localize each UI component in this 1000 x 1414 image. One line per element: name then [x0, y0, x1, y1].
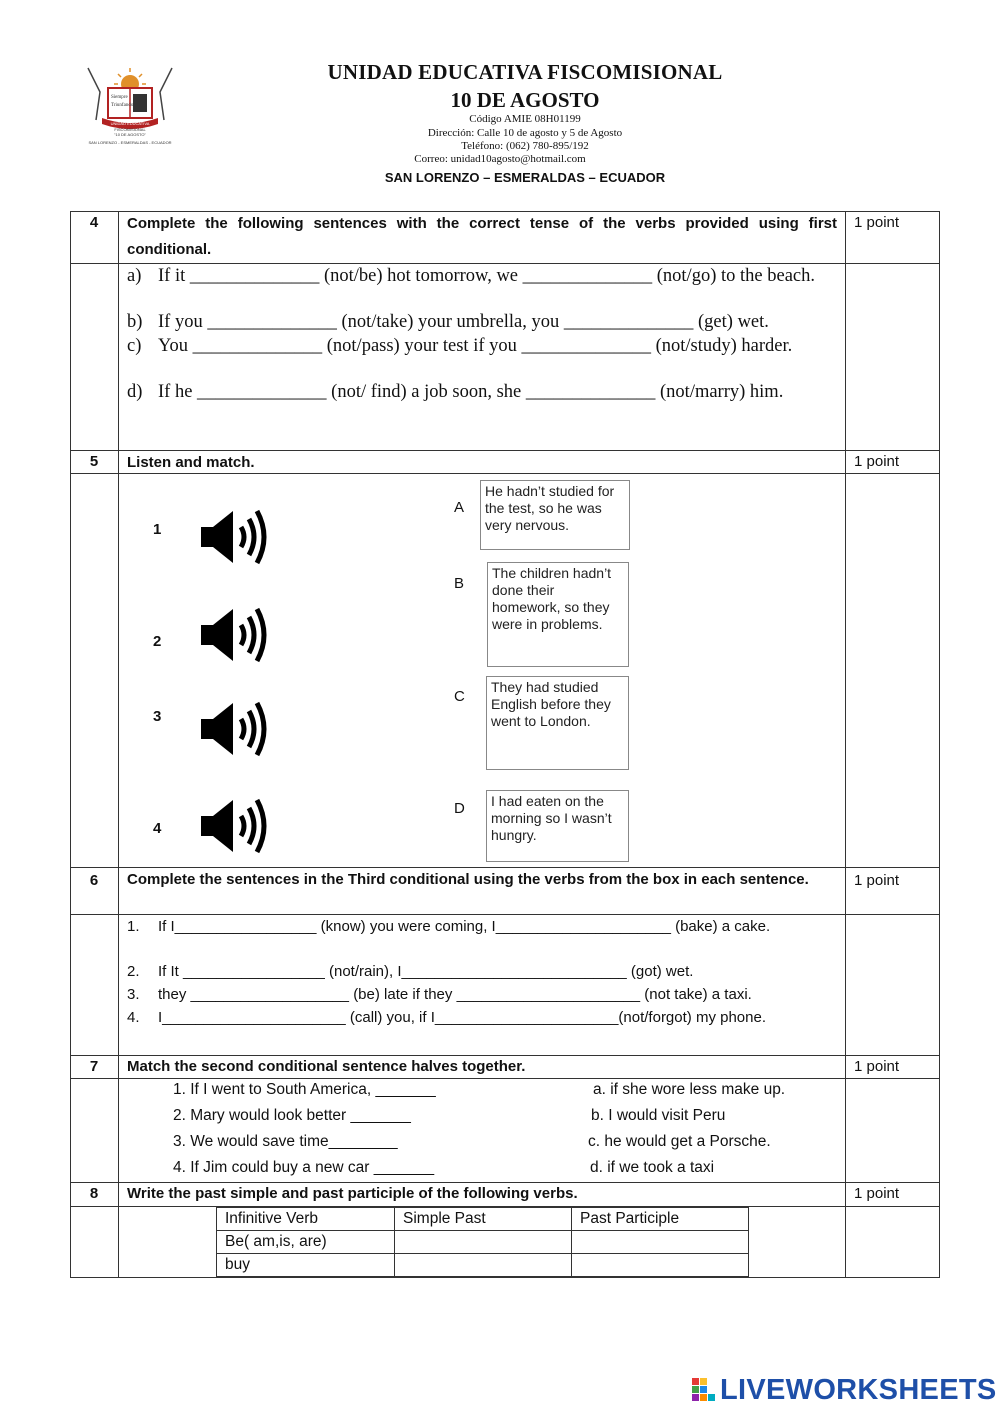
- option-box: The children hadn’t done their homework, so they were in problems.: [487, 562, 629, 667]
- question-points: 1 point: [854, 453, 900, 470]
- table-header-row: [217, 1208, 749, 1231]
- item-text: they ___________________ (be) late if they ______________________ (not take) a taxi.: [158, 986, 752, 1003]
- match-right-item: d. if we took a taxi: [590, 1159, 715, 1176]
- question-points: 1 point: [854, 1058, 900, 1075]
- logo-name-2: FISCOMISIONAL: [114, 127, 146, 132]
- school-address: Dirección: Calle 10 de agosto y 5 de Agosto: [427, 127, 623, 139]
- speaker-icon[interactable]: [199, 699, 271, 759]
- option-letter: D: [454, 800, 465, 817]
- logo-motto-2: Triunfando: [111, 103, 134, 108]
- match-right-item: b. I would visit Peru: [591, 1107, 726, 1124]
- item-label: 2.: [127, 963, 140, 980]
- match-right-item: a. if she wore less make up.: [593, 1081, 786, 1098]
- match-right-item: c. he would get a Porsche.: [588, 1133, 771, 1150]
- simple-past-input[interactable]: [395, 1254, 572, 1277]
- school-location: SAN LORENZO – ESMERALDAS – ECUADOR: [384, 170, 666, 185]
- question-instruction: Match the second conditional sentence halves together.: [127, 1058, 526, 1075]
- sentence-item: [127, 1006, 837, 1029]
- question-number: 8: [89, 1185, 99, 1202]
- table-row: [217, 1254, 749, 1277]
- match-left-item: 4. If Jim could buy a new car _______: [173, 1159, 435, 1176]
- column-header: Past Participle: [572, 1208, 749, 1231]
- item-label: c): [127, 336, 142, 356]
- logo-name-1: UNIDAD EDUCATIVA: [110, 121, 150, 126]
- question-instruction: Write the past simple and past participle of the following verbs.: [127, 1185, 578, 1202]
- match-left-item: 2. Mary would look better _______: [173, 1107, 411, 1124]
- past-participle-input[interactable]: [572, 1254, 749, 1277]
- row-divider: [70, 263, 940, 264]
- item-text: If you ______________ (not/take) your umbrella, you ______________ (get) wet.: [158, 312, 769, 332]
- sentence-item: [127, 311, 837, 334]
- option-box: He hadn’t studied for the test, so he was very nervous.: [480, 480, 630, 550]
- liveworksheets-brand: [692, 1374, 997, 1406]
- question-number: 7: [89, 1058, 99, 1075]
- question-points: 1 point: [854, 214, 900, 231]
- item-text: If I_________________ (know) you were coming, I_____________________ (bake) a cake.: [158, 918, 771, 935]
- option-letter: B: [454, 575, 465, 592]
- option-letter: C: [454, 688, 465, 705]
- school-name: UNIDAD EDUCATIVA FISCOMISIONAL: [327, 60, 723, 84]
- item-label: d): [127, 382, 143, 402]
- sentence-item: [127, 335, 837, 358]
- school-name-2: 10 DE AGOSTO: [450, 88, 600, 112]
- verb-cell: Be( am,is, are): [217, 1231, 395, 1254]
- past-participle-input[interactable]: [572, 1231, 749, 1254]
- logo-name-3: "10 DE AGOSTO": [114, 132, 146, 137]
- option-box: I had eaten on the morning so I wasn’t hungry.: [486, 790, 629, 862]
- question-points: 1 point: [854, 1185, 900, 1202]
- item-text: If it ______________ (not/be) hot tomorrow, we ______________ (not/go) to the beach.: [158, 266, 815, 286]
- match-left-item: 3. We would save time________: [173, 1133, 398, 1150]
- brand-text: LIVEWORKSHEETS: [720, 1373, 997, 1406]
- sentence-item: [127, 381, 837, 404]
- school-code: Código AMIE 08H01199: [469, 113, 581, 125]
- question-instruction: Complete the following sentences with the correct tense of the verbs provided using first conditional.: [127, 215, 837, 258]
- school-logo: [78, 62, 182, 146]
- sentence-item: [127, 983, 837, 1006]
- question-instruction: Listen and match.: [127, 454, 255, 471]
- question-points: 1 point: [854, 872, 900, 889]
- item-label: a): [127, 266, 142, 286]
- question-number: 5: [89, 453, 99, 470]
- audio-number: 1: [153, 521, 162, 538]
- item-label: b): [127, 312, 143, 332]
- item-label: 1.: [127, 918, 140, 935]
- verb-table: [216, 1207, 749, 1277]
- logo-motto-1: Siempre: [111, 95, 128, 100]
- item-label: 3.: [127, 986, 140, 1003]
- question-number: 4: [89, 214, 99, 231]
- column-divider-points: [845, 211, 846, 1278]
- option-box: They had studied English before they went to London.: [486, 676, 629, 770]
- audio-number: 4: [153, 820, 162, 837]
- item-text: If It _________________ (not/rain), I___________________________ (got) wet.: [158, 963, 694, 980]
- column-divider-number: [118, 211, 119, 1278]
- question-number: 6: [89, 872, 99, 889]
- item-text: You ______________ (not/pass) your test if you ______________ (not/study) harder.: [158, 336, 793, 356]
- sentence-item: [127, 265, 837, 288]
- item-label: 4.: [127, 1009, 140, 1026]
- speaker-icon[interactable]: [199, 605, 271, 665]
- question-instruction: Complete the sentences in the Third conditional using the verbs from the box in each sentence.: [127, 871, 809, 888]
- audio-number: 2: [153, 633, 162, 650]
- logo-location: SAN LORENZO - ESMERALDAS - ECUADOR: [88, 140, 172, 145]
- simple-past-input[interactable]: [395, 1231, 572, 1254]
- sentence-item: [127, 960, 837, 983]
- school-email: Correo: unidad10agosto@hotmail.com: [414, 153, 586, 165]
- speaker-icon[interactable]: [199, 507, 271, 567]
- audio-number: 3: [153, 708, 162, 725]
- item-text: If he ______________ (not/ find) a job soon, she ______________ (not/marry) him.: [158, 382, 784, 402]
- match-left-item: 1. If I went to South America, _______: [173, 1081, 436, 1098]
- school-phone: Teléfono: (062) 780-895/192: [461, 140, 589, 152]
- item-text: I______________________ (call) you, if I______________________(not/forgot) my phone.: [158, 1009, 766, 1026]
- liveworksheets-logo-icon: [692, 1378, 716, 1402]
- table-row: [217, 1231, 749, 1254]
- option-letter: A: [454, 499, 465, 516]
- verb-cell: buy: [217, 1254, 395, 1277]
- speaker-icon[interactable]: [199, 796, 271, 856]
- sentence-item: [127, 915, 837, 938]
- column-header: Simple Past: [395, 1208, 572, 1231]
- column-header: Infinitive Verb: [217, 1208, 395, 1231]
